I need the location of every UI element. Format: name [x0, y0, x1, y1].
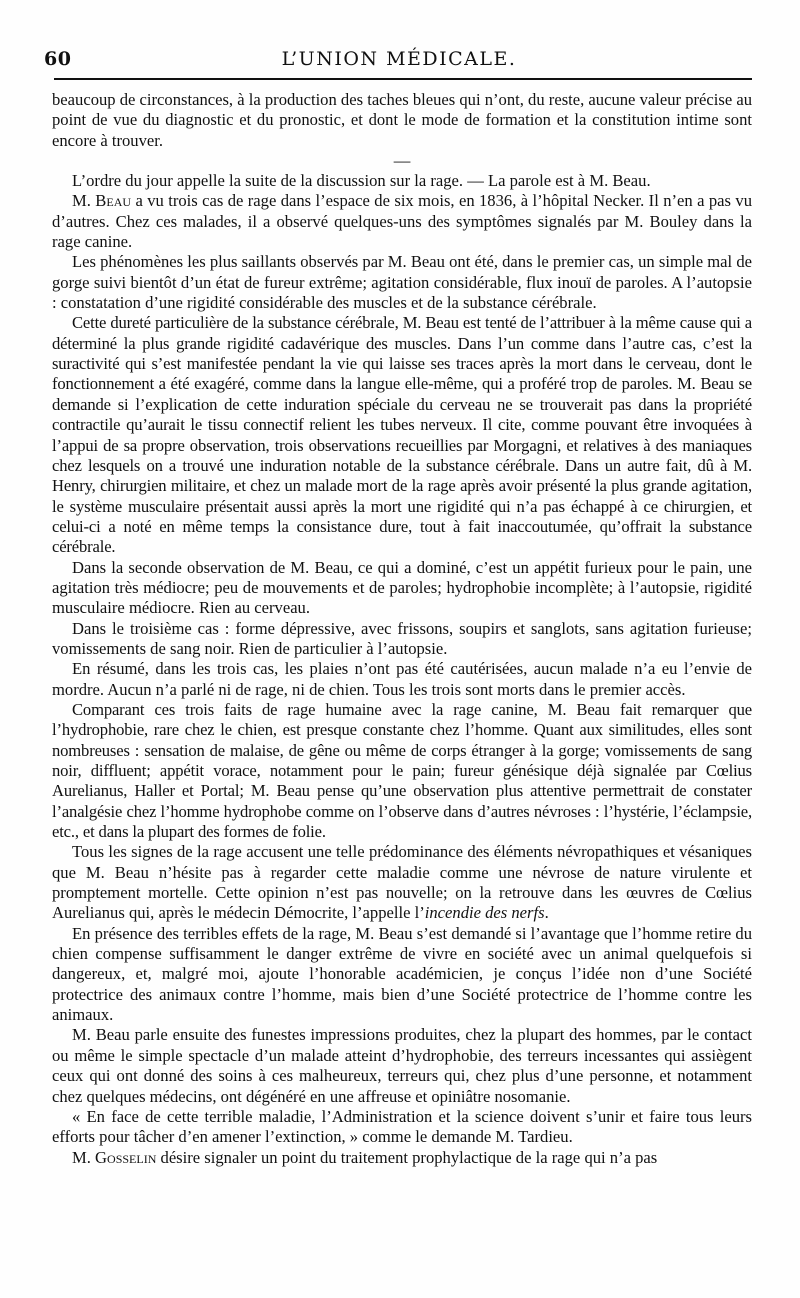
paragraph-text: a vu trois cas de rage dans l’espace de six mois, en 1836, à l’hôpital Necker. Il n’en a pas vu d’autres. Chez ces malades, il a observé quelques-uns des symptômes signalés par M. Bouley dans la rage canine. — [52, 191, 752, 252]
paragraph — [52, 1148, 752, 1168]
paragraph: En présence des terribles effets de la rage, M. Beau s’est demandé si l’avantage que l’homme retire du chien compense suffisamment le danger extrême de vivre en société avec un animal quelquefois si dangereux, et, malgré moi, ajoute l’honorable académicien, je conçus l’idée non d’une Société protectrice des animaux contre l’homme, mais bien d’une Société protectrice de l’homme contre les animaux. — [52, 923, 752, 1025]
section-dash: — — [393, 151, 411, 171]
paragraph: Les phénomènes les plus saillants observés par M. Beau ont été, dans le premier cas, un simple mal de gorge suivi bientôt d’un état de fureur extrême; agitation considérable, flux inouï de paroles. A l’autopsie : constatation d’une rigidité considérable des muscles et de la substance cérébrale. — [52, 252, 752, 313]
paragraph: En résumé, dans les trois cas, les plaies n’ont pas été cautérisées, aucun malade n’a eu l’envie de mordre. Aucun n’a parlé ni de rage, ni de chien. Tous les trois sont morts dans le premier accès. — [52, 659, 752, 699]
paragraph: Dans la seconde observation de M. Beau, ce qui a dominé, c’est un appétit furieux pour le pain, une agitation très médiocre; peu de mouvements et de paroles; hydrophobie incomplète; à l’autopsie, rigidité musculaire médiocre. Rien au cerveau. — [52, 557, 752, 618]
paragraph: Comparant ces trois faits de rage humaine avec la rage canine, M. Beau fait remarquer que l’hydrophobie, rare chez le chien, est presque constante chez l’homme. Quant aux similitudes, elles sont nombreuses : sensation de malaise, de gêne ou même de corps étranger à la gorge; vomissements de sang noir, diffluent; appétit vorace, notamment pour le pain; fureur génésique déjà signalée par Cœlius Aurelianus, Haller et Portal; M. Beau pense qu’une observation plus attentive permettrait de constater l’analgésie chez l’homme hydrophobe comme on l’observe dans d’autres névroses : l’hystérie, l’éclampsie, etc., et dans la plupart des formes de folie. — [52, 699, 752, 842]
page-header — [44, 48, 754, 72]
paragraph — [52, 842, 752, 923]
paragraph: M. Beau parle ensuite des funestes impressions produites, chez la plupart des hommes, par le contact ou même le simple spectacle d’un malade atteint d’hydrophobie, des terreurs incessantes qui assiègent ceux qui ont donné des soins à ces malheureux, terreurs qui, chez plus d’une personne, et notamment chez quelques médecins, ont dégénéré en une affreuse et opiniâtre nosomanie. — [52, 1025, 752, 1106]
article-body — [52, 90, 752, 1168]
running-title: L’UNION MÉDICALE. — [281, 48, 517, 70]
page-number: 60 — [44, 48, 72, 70]
paragraph-text: Tous les signes de la rage accusent une telle prédominance des éléments névropathiques et vésaniques que M. Beau n’hésite pas à regarder cette maladie comme une névrose de nature virulente et promptement mortelle. Cette opinion n’est pas nouvelle; on la retrouve dans les œuvres de Cœlius Aurelianus qui, après le médecin Démocrite, l’appelle l’ — [52, 842, 752, 923]
header-rule — [54, 78, 752, 80]
paragraph: Cette dureté particulière de la substance cérébrale, M. Beau est tenté de l’attribuer à la même cause qui a déterminé la plus grande rigidité cadavérique des muscles. Dans l’un comme dans l’autre cas, c’est la suractivité qui s’est manifestée pendant la vie qui laisse ses traces après la mort dans le cerveau, dont le fonctionnement a été exagéré, comme dans la langue elle-même, qui a proféré trop de paroles. M. Beau se demande si l’explication de cette induration spéciale du cerveau ne se trouverait pas dans la propriété contractile qu’aurait le tissu connectif relient les tubes nerveux. Il cite, comme pouvant être invoquées à l’appui de sa propre observation, trois observations recueillies par Morgagni, et relatives à des maniaques chez lesquels on a trouvé une induration notable de la substance cérébrale. Dans un autre fait, dû à M. Henry, chirurgien militaire, et chez un malade mort de la rage après avoir présenté la plus grande agitation, le système musculaire présentait aussi après la mort une rigidité qui n’a pas échappé à ce chirurgien, et celui-ci a noté en même temps la consistance dure, tout à fait inaccoutumée, qu’offrait la substance cérébrale. — [52, 313, 752, 557]
speaker-name: M. Beau — [72, 191, 132, 211]
paragraph-tail: . — [544, 903, 549, 923]
paragraph — [52, 191, 752, 252]
paragraph: Dans le troisième cas : forme dépressive, avec frissons, soupirs et sanglots, sans agitation furieuse; vomissements de sang noir. Rien de particulier à l’autopsie. — [52, 618, 752, 658]
paragraph: L’ordre du jour appelle la suite de la discussion sur la rage. — La parole est à M. Beau. — [72, 171, 651, 191]
paragraph: « En face de cette terrible maladie, l’Administration et la science doivent s’unir et faire tous leurs efforts pour tâcher d’en amener l’extinction, » comme le demande M. Tardieu. — [52, 1106, 752, 1147]
paragraph-text: désire signaler un point du traitement prophylactique de la rage qui n’a pas — [156, 1147, 658, 1167]
speaker-name: M. Gosselin — [72, 1147, 157, 1167]
italic-phrase: incendie des nerfs — [424, 903, 545, 923]
paragraph: beaucoup de circonstances, à la production des taches bleues qui n’ont, du reste, aucune valeur précise au point de vue du diagnostic et du pronostic, et dont le mode de formation et la constitution intime sont encore à trouver. — [52, 90, 752, 150]
